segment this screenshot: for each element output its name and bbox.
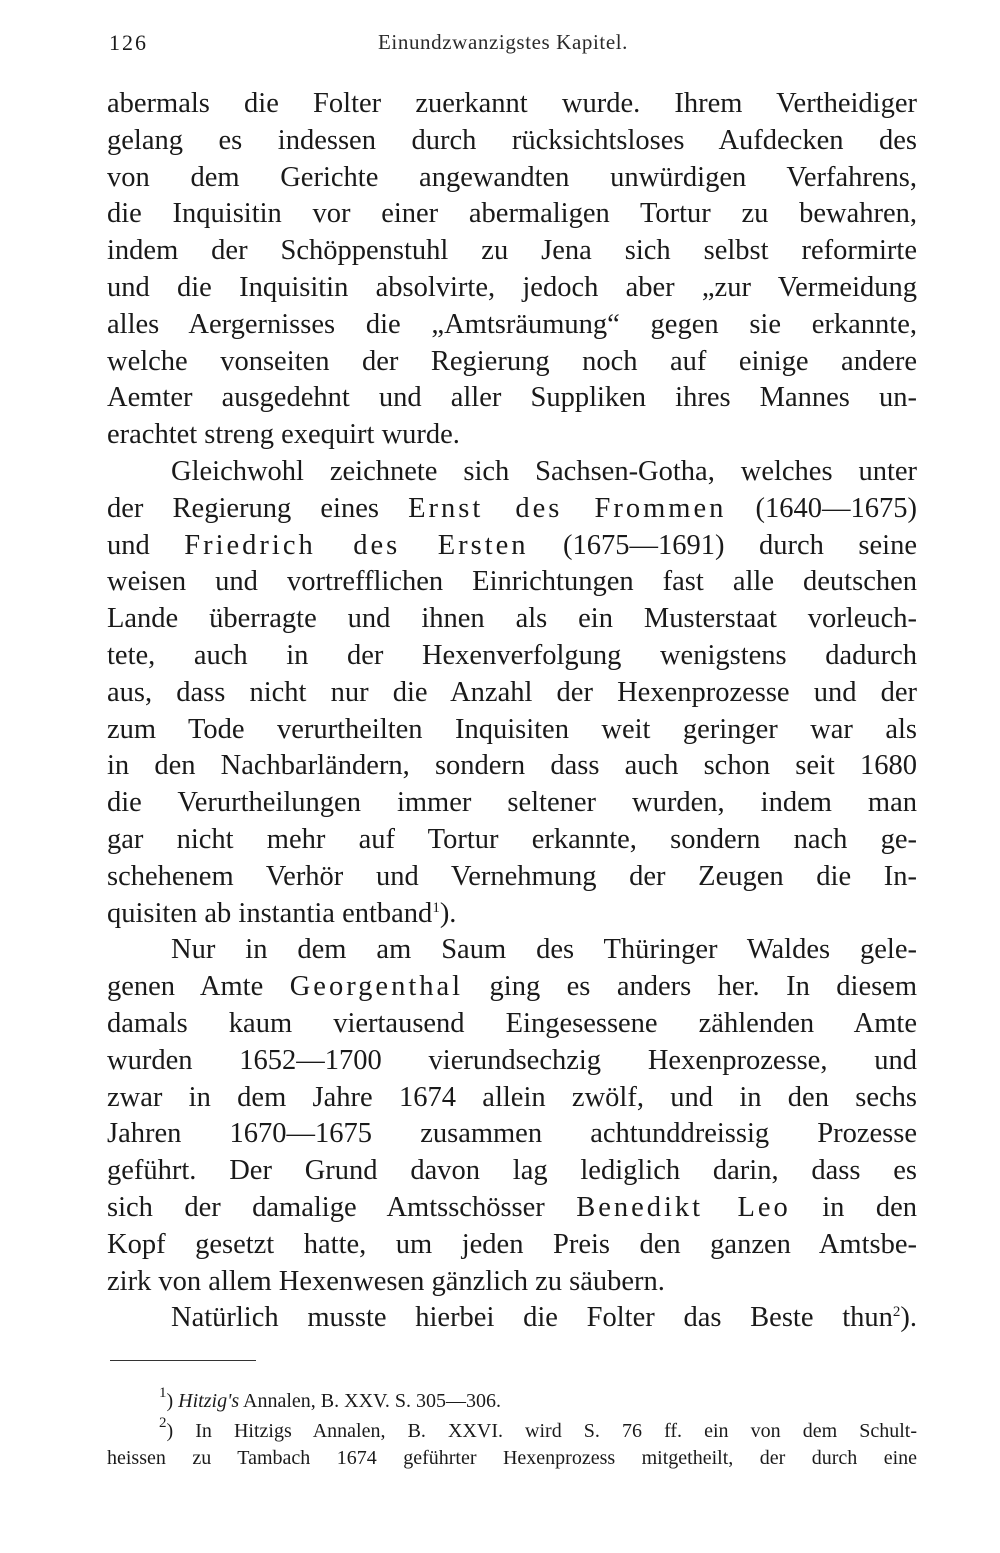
paragraph-4 [107,1300,917,1337]
footnote-mark: 2 [159,1415,167,1431]
footnote-ref-1[interactable]: 1 [432,899,440,916]
person-name-ernst: Ernst des Frommen [408,492,727,524]
page-header [0,30,1000,64]
text-line: die Verurtheilungen immer seltener wurden, indem man [107,787,917,819]
text-line: alles Aergernisses die „Amtsräumung“ gegen sie erkannte, [107,308,917,340]
text-run: sich der damalige Amtsschösser [107,1191,577,1223]
text-run: und [107,529,185,561]
text-line: gar nicht mehr auf Tortur erkannte, sondern nach ge- [107,823,917,855]
footnote-text: In Hitzigs Annalen, B. XXVI. wird S. 76 ff. ein von dem Schult- [195,1420,917,1442]
footnote-ref-2[interactable]: 2 [892,1304,901,1321]
footnote-2-continued: heissen zu Tambach 1674 geführter Hexenprozess mitgetheilt, der durch eine [107,1447,917,1469]
text-line: Gleichwohl zeichnete sich Sachsen-Gotha, welches unter [171,455,917,487]
text-line: erachtet streng exequirt wurde. [107,419,460,451]
text-line: Aemter ausgedehnt und aller Suppliken ihres Mannes un- [107,382,917,414]
footnotes [107,1385,917,1472]
text-line: die Inquisitin vor einer abermaligen Tortur zu bewahren, [107,198,917,230]
text-line: zum Tode verurtheilten Inquisiten weit geringer war als [107,713,917,745]
text-run: ). [439,897,457,929]
text-run: der Regierung eines [107,492,409,524]
footnote-2: $^2$) In Hitzigs Annalen, B. XXVI. wird S. 76 ff. ein von dem Schult- [159,1415,917,1442]
text-line: Kopf gesetzt hatte, um jeden Preis den ganzen Amtsbe- [107,1228,917,1260]
text-line: Lande überragte und ihnen als ein Musterstaat vorleuch- [107,603,917,635]
text-run: (1640—1675) [726,492,917,524]
text-run: quisiten ab instantia entband [107,897,433,929]
place-name-georgenthal: Georgenthal [289,971,464,1003]
person-name-friedrich: Friedrich des Ersten [184,529,529,561]
text-line: Nur in dem am Saum des Thüringer Waldes gele- [171,934,917,966]
text-line: Jahren 1670—1675 zusammen achtunddreissig Prozesse [107,1118,917,1150]
text-line: indem der Schöppenstuhl zu Jena sich selbst reformirte [107,235,917,267]
text-line [107,896,917,933]
text-run: ging es anders her. In diesem [463,971,918,1003]
text-line: weisen und vortrefflichen Einrichtungen fast alle deutschen [107,566,917,598]
text-line: abermals die Folter zuerkannt wurde. Ihrem Vertheidiger [107,88,917,119]
text-line: von dem Gerichte angewandten unwürdigen Verfahrens, [107,161,917,193]
text-line [107,1190,917,1227]
paragraph-2 [107,454,917,932]
text-line: gelang es indessen durch rücksichtsloses Aufdecken des [107,124,917,156]
text-line [107,528,917,565]
text-line: zwar in dem Jahre 1674 allein zwölf, und in den sechs [107,1081,917,1113]
text-line: damals kaum viertausend Eingesessene zählenden Amte [107,1007,917,1039]
text-line [107,491,917,528]
text-line [107,1300,917,1337]
footnote-author: Hitzig's [178,1390,240,1412]
text-run: in den [790,1191,917,1223]
footnote-mark: 1 [159,1385,167,1401]
text-run: ). [900,1302,917,1334]
text-run: (1675—1691) durch seine [528,529,917,561]
text-line: wurden 1652—1700 vierundsechzig Hexenprozesse, und [107,1044,917,1076]
footnote-1: $^1$) Hitzig's Annalen, B. XXV. S. 305—306. [159,1385,502,1412]
footnote-divider [110,1360,256,1361]
text-run: genen Amte [107,971,290,1003]
text-line: in den Nachbarländern, sondern dass auch schon seit 1680 [107,750,917,782]
text-line: zirk von allem Hexenwesen gänzlich zu säubern. [107,1265,665,1297]
text-line [107,969,917,1006]
text-line: geführt. Der Grund davon lag lediglich darin, dass es [107,1155,917,1187]
person-name-leo: Benedikt Leo [576,1191,791,1223]
footnote-text: Annalen, B. XXV. S. 305—306. [243,1390,502,1412]
body-text [107,86,917,1337]
text-line: und die Inquisitin absolvirte, jedoch aber „zur Vermeidung [107,271,917,303]
text-run: Natürlich musste hierbei die Folter das Beste thun [171,1302,893,1334]
text-line: tete, auch in der Hexenverfolgung wenigstens dadurch [107,639,917,671]
paragraph-3 [107,932,917,1300]
text-line: aus, dass nicht nur die Anzahl der Hexenprozesse und der [107,676,917,708]
page-number: 126 [109,30,148,55]
text-line: welche vonseiten der Regierung noch auf einige andere [107,345,917,377]
paragraph-1 [107,86,917,454]
running-title: Einundzwanzigstes Kapitel. [378,30,629,54]
text-line: schehenem Verhör und Vernehmung der Zeugen die In- [107,860,917,892]
